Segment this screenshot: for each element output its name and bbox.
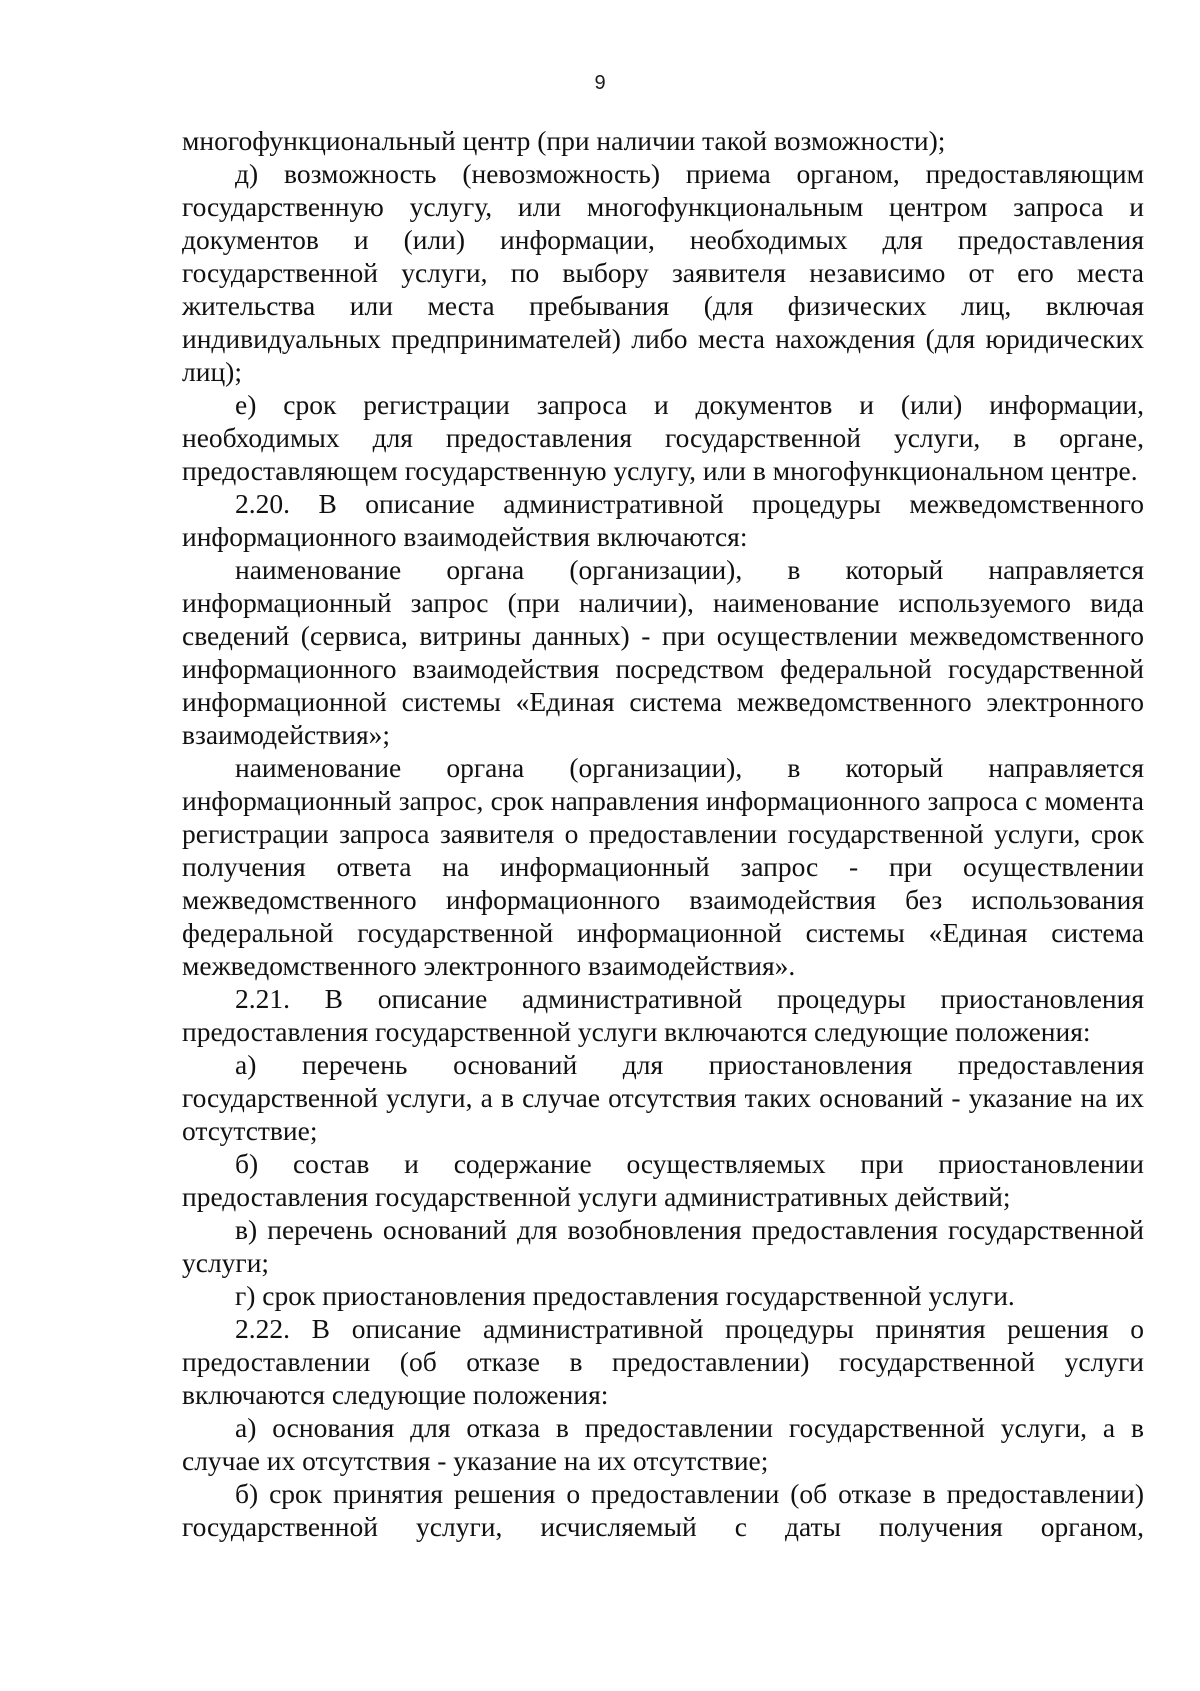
paragraph-2-21-item-b: б) состав и содержание осуществляемых при приостановлении предоставления государственной услуги административных действий; [182, 1148, 1144, 1212]
paragraph-2-21-item-g: г) срок приостановления предоставления государственной услуги. [235, 1280, 1015, 1311]
paragraph-item-d: д) возможность (невозможность) приема органом, предоставляющим государственную услугу, или многофункциональным центром запроса и документов и (или) информации, необходимых для предоставления государственной услуги, по выбору заявителя независимо от его места жительства или места пребывания (для физических лиц, включая индивидуальных предпринимателей) либо места нахождения (для юридических лиц); [182, 158, 1144, 387]
paragraph-2-22-item-b: б) срок принятия решения о предоставлении (об отказе в предоставлении) государственной услуги, исчисляемый с даты получения органом, [182, 1478, 1144, 1542]
paragraph-continuation: многофункциональный центр (при наличии такой возможности); [182, 125, 946, 156]
paragraph-2-20-second-clause: наименование органа (организации), в который направляется информационный запрос, срок направления информационного запроса с момента регистрации запроса заявителя о предоставлении государственной услуги, срок получения ответа на информационный запрос - при осуществлении межведомственного информационного взаимодействия без использования федеральной государственной информационной системы «Единая система межведомственного электронного взаимодействия». [182, 752, 1144, 981]
paragraph-2-21-item-a: а) перечень оснований для приостановления предоставления государственной услуги, а в случае отсутствия таких оснований - указание на их отсутствие; [182, 1049, 1144, 1146]
paragraph-2-21-item-v: в) перечень оснований для возобновления предоставления государственной услуги; [182, 1214, 1144, 1278]
paragraph-section-2-21: 2.21. В описание административной процедуры приостановления предоставления государственной услуги включаются следующие положения: [182, 983, 1144, 1047]
paragraph-section-2-20: 2.20. В описание административной процедуры межведомственного информационного взаимодействия включаются: [182, 488, 1144, 552]
document-body [182, 124, 1144, 1543]
page-number: 9 [594, 72, 606, 94]
paragraph-2-20-first-clause: наименование органа (организации), в который направляется информационный запрос (при наличии), наименование используемого вида сведений (сервиса, витрины данных) - при осуществлении межведомственного информационного взаимодействия посредством федеральной государственной информационной системы «Единая система межведомственного электронного взаимодействия»; [182, 554, 1144, 750]
paragraph-2-22-item-a: а) основания для отказа в предоставлении государственной услуги, а в случае их отсутствия - указание на их отсутствие; [182, 1412, 1144, 1476]
paragraph-section-2-22: 2.22. В описание административной процедуры принятия решения о предоставлении (об отказе в предоставлении) государственной услуги включаются следующие положения: [182, 1313, 1144, 1410]
paragraph-item-e: е) срок регистрации запроса и документов и (или) информации, необходимых для предоставления государственной услуги, в органе, предоставляющем государственную услугу, или в многофункциональном центре. [182, 389, 1144, 486]
